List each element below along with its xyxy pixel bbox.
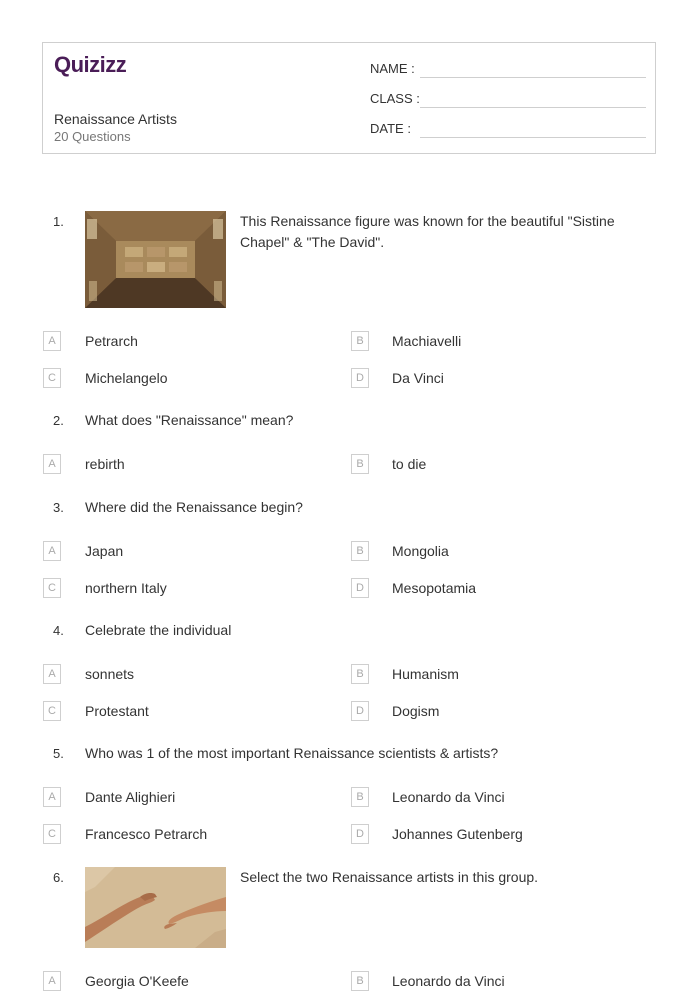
date-label: DATE : — [370, 121, 411, 136]
option-b[interactable]: Machiavelli — [392, 333, 462, 349]
option-a[interactable]: Dante Alighieri — [85, 789, 176, 805]
option-a[interactable]: sonnets — [85, 666, 135, 682]
worksheet-title: Renaissance Artists — [54, 111, 177, 127]
question-text: What does "Renaissance" mean? — [85, 412, 294, 428]
option-b-box[interactable]: B — [351, 787, 369, 807]
option-a-box[interactable]: A — [43, 454, 61, 474]
option-d[interactable]: Johannes Gutenberg — [392, 826, 523, 842]
question-text: Celebrate the individual — [85, 622, 232, 638]
worksheet-header — [42, 42, 656, 154]
question-number: 1. — [53, 214, 64, 229]
sistine-chapel-image — [85, 211, 226, 308]
option-c-box[interactable]: C — [43, 368, 61, 388]
option-a-box[interactable]: A — [43, 541, 61, 561]
question-number: 2. — [53, 413, 64, 428]
option-a-box[interactable]: A — [43, 787, 61, 807]
option-a[interactable]: rebirth — [85, 456, 125, 472]
option-a-box[interactable]: A — [43, 971, 61, 991]
option-d-box[interactable]: D — [351, 701, 369, 721]
option-b-box[interactable]: B — [351, 541, 369, 561]
option-c-box[interactable]: C — [43, 701, 61, 721]
option-d-box[interactable]: D — [351, 578, 369, 598]
question-text: Select the two Renaissance artists in this group. — [240, 869, 539, 885]
option-c[interactable]: Michelangelo — [85, 370, 168, 386]
option-a[interactable]: Petrarch — [85, 333, 138, 349]
option-b[interactable]: Humanism — [392, 666, 459, 682]
option-c[interactable]: Francesco Petrarch — [85, 826, 208, 842]
name-field[interactable] — [370, 61, 646, 81]
class-field[interactable] — [370, 91, 646, 111]
question-number: 4. — [53, 623, 64, 638]
option-b-box[interactable]: B — [351, 664, 369, 684]
option-c-box[interactable]: C — [43, 578, 61, 598]
option-b[interactable]: Leonardo da Vinci — [392, 973, 505, 989]
option-b-box[interactable]: B — [351, 454, 369, 474]
class-label: CLASS : — [370, 91, 420, 106]
date-field[interactable] — [370, 121, 646, 141]
option-d-box[interactable]: D — [351, 368, 369, 388]
option-a-box[interactable]: A — [43, 664, 61, 684]
question-number: 3. — [53, 500, 64, 515]
option-b[interactable]: Mongolia — [392, 543, 449, 559]
creation-of-adam-image — [85, 867, 226, 948]
question-text: Who was 1 of the most important Renaissance scientists & artists? — [85, 745, 499, 761]
option-d-box[interactable]: D — [351, 824, 369, 844]
option-d[interactable]: Mesopotamia — [392, 580, 477, 596]
option-a-box[interactable]: A — [43, 331, 61, 351]
option-c[interactable]: northern Italy — [85, 580, 167, 596]
question-text: Where did the Renaissance begin? — [85, 499, 303, 515]
question-count: 20 Questions — [54, 129, 131, 144]
quizizz-logo: Quizizz — [54, 52, 127, 77]
option-b-box[interactable]: B — [351, 971, 369, 991]
question-text: This Renaissance figure was known for the beautiful "Sistine Chapel" & "The David". — [240, 213, 615, 250]
option-b-box[interactable]: B — [351, 331, 369, 351]
option-b[interactable]: Leonardo da Vinci — [392, 789, 505, 805]
name-label: NAME : — [370, 61, 415, 76]
question-number: 6. — [53, 870, 64, 885]
option-d[interactable]: Dogism — [392, 703, 440, 719]
question-number: 5. — [53, 746, 64, 761]
option-b[interactable]: to die — [392, 456, 427, 472]
option-d[interactable]: Da Vinci — [392, 370, 444, 386]
option-a[interactable]: Georgia O'Keefe — [85, 973, 189, 989]
option-a[interactable]: Japan — [85, 543, 124, 559]
option-c[interactable]: Protestant — [85, 703, 149, 719]
option-c-box[interactable]: C — [43, 824, 61, 844]
